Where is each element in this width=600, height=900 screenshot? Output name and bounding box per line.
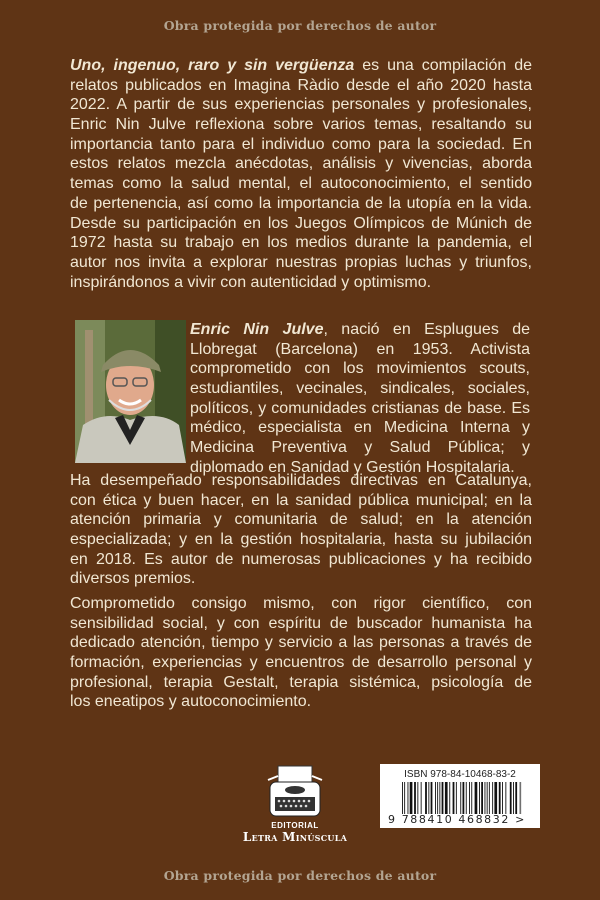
text-line: comprometido con los movimientos scouts, <box>190 360 530 378</box>
text-line: los eneatipos y autoconocimiento. <box>70 693 312 711</box>
barcode-bar <box>485 782 486 814</box>
barcode-bar <box>489 782 490 814</box>
text-line: formación, experiencias y encuentros de desarrollo personal y <box>70 654 532 672</box>
text-line: relatos publicados en Imagina Ràdio desde el año 2020 hasta <box>70 76 532 94</box>
barcode-bar <box>435 782 436 814</box>
barcode-bar <box>442 782 444 814</box>
text-line: importancia tanto para el individuo como para la sociedad. En <box>70 135 532 153</box>
barcode-bar <box>481 782 483 814</box>
text-line: diversos premios. <box>70 570 196 588</box>
line-text: es una compilación de <box>354 57 532 74</box>
text-line: médico, especialista en Medicina Interna y <box>190 419 530 437</box>
lead-title: Uno, ingenuo, raro y sin vergüenza <box>70 57 355 74</box>
text-line: dedicado atención, tiempo y servicio a las personas a través de <box>70 634 532 652</box>
barcode-bar <box>463 782 465 814</box>
author-bio-paragraph <box>190 320 530 478</box>
lead-title: Enric Nin Julve <box>190 321 324 338</box>
text-line: estos relatos mezcla anécdotas, análisis y vivencias, aborda <box>70 155 532 173</box>
barcode-bar <box>414 782 416 814</box>
barcode-digits: 9 788410 468832 > <box>388 813 526 826</box>
isbn-barcode <box>380 764 540 828</box>
text-line: con ética y buen hacer, en la sanidad pública municipal; en la <box>70 491 532 509</box>
barcode-bar <box>402 782 403 814</box>
text-line: autor nos invita a explorar nuestras propias luchas y triunfos, <box>70 253 532 271</box>
text-line: de pertenencia, así como la importancia de la utopía en la vida. <box>70 194 532 212</box>
text-line: estudiantiles, vecinales, sindicales, sociales, <box>190 380 530 398</box>
barcode-bar <box>421 782 422 814</box>
barcode-bar <box>471 782 472 814</box>
barcode-bar <box>513 782 514 814</box>
barcode-bar <box>469 782 470 814</box>
barcode-bar <box>510 782 512 814</box>
text-line: sensibilidad social, y con espíritu de buscador humanista ha <box>70 614 532 632</box>
barcode-bar <box>417 782 418 814</box>
barcode-bar <box>475 782 478 814</box>
barcode-bar <box>494 782 497 814</box>
barcode-bars <box>402 782 522 814</box>
watermark-top: Obra protegida por derechos de autor <box>163 18 437 33</box>
text-line: en 2018. Es autor de numerosas publicaciones y ha recibido <box>70 550 532 568</box>
barcode-bar <box>499 782 501 814</box>
watermark-bottom: Obra protegida por derechos de autor <box>163 868 437 883</box>
text-line: Enric Nin Julve reflexiona sobre varios temas, resaltando su <box>70 116 532 134</box>
barcode-bar <box>428 782 429 814</box>
barcode-bar <box>505 782 506 814</box>
text-line <box>70 56 532 76</box>
text-line: Llobregat (Barcelona) en 1953. Activista <box>190 340 530 358</box>
barcode-bar <box>408 782 409 814</box>
barcode-bar <box>479 782 480 814</box>
barcode-bar <box>460 782 461 814</box>
line-text: , nació en Esplugues de <box>323 321 530 338</box>
barcode-bar <box>431 782 433 814</box>
text-line: especializada; y en la gestión hospitalaria, hasta su jubilación <box>70 531 532 549</box>
barcode-bar <box>449 782 450 814</box>
barcode-bar <box>456 782 457 814</box>
text-line: atención primaria y comunitaria de salud; en la atención <box>70 511 532 529</box>
career-paragraph <box>70 471 532 589</box>
text-line: Medicina Preventiva y Salud Pública; y <box>190 439 530 457</box>
text-line: inspirándonos a vivir con autenticidad y optimismo. <box>70 273 432 291</box>
barcode-bar <box>425 782 427 814</box>
text-line: diplomado en Sanidad y Gestión Hospitalaria. <box>190 458 515 476</box>
text-line: Comprometido consigo mismo, con rigor científico, con <box>70 595 532 612</box>
barcode-bar <box>410 782 413 814</box>
author-photo <box>75 320 186 463</box>
barcode-bar <box>404 782 405 814</box>
commitment-paragraph <box>70 594 532 712</box>
barcode-bar <box>466 782 467 814</box>
barcode-bar <box>445 782 448 814</box>
barcode-bar <box>439 782 440 814</box>
text-line <box>190 320 530 340</box>
text-line: 1972 hasta su trabajo en los medios durante la pandemia, el <box>70 234 532 252</box>
text-line: políticos, y comunidades cristianas de base. Es <box>190 399 530 417</box>
barcode-bar <box>502 782 503 814</box>
barcode-bar <box>520 782 521 814</box>
barcode-bar <box>487 782 488 814</box>
barcode-bar <box>437 782 438 814</box>
text-line: profesional, terapia Gestalt, terapia sistémica, psicología de <box>70 673 532 691</box>
text-line: Desde su participación en los Juegos Olímpicos de Múnich de <box>70 214 532 232</box>
publisher-label: EDITORIAL <box>271 821 319 830</box>
text-line: temas como la salud mental, el autoconocimiento, el sentido <box>70 175 532 193</box>
typewriter-icon <box>264 764 326 820</box>
barcode-bar <box>515 782 517 814</box>
synopsis-paragraph <box>70 56 532 292</box>
barcode-bar <box>492 782 493 814</box>
text-line: 2022. A partir de sus experiencias personales y profesionales, <box>70 96 532 114</box>
isbn-label: ISBN 978-84-10468-83-2 <box>404 769 516 780</box>
publisher-logo <box>240 764 350 854</box>
publisher-name: Letra Minúscula <box>242 830 348 844</box>
text-line: Ha desempeñado responsabilidades directivas en Catalunya, <box>70 472 532 489</box>
barcode-bar <box>453 782 455 814</box>
